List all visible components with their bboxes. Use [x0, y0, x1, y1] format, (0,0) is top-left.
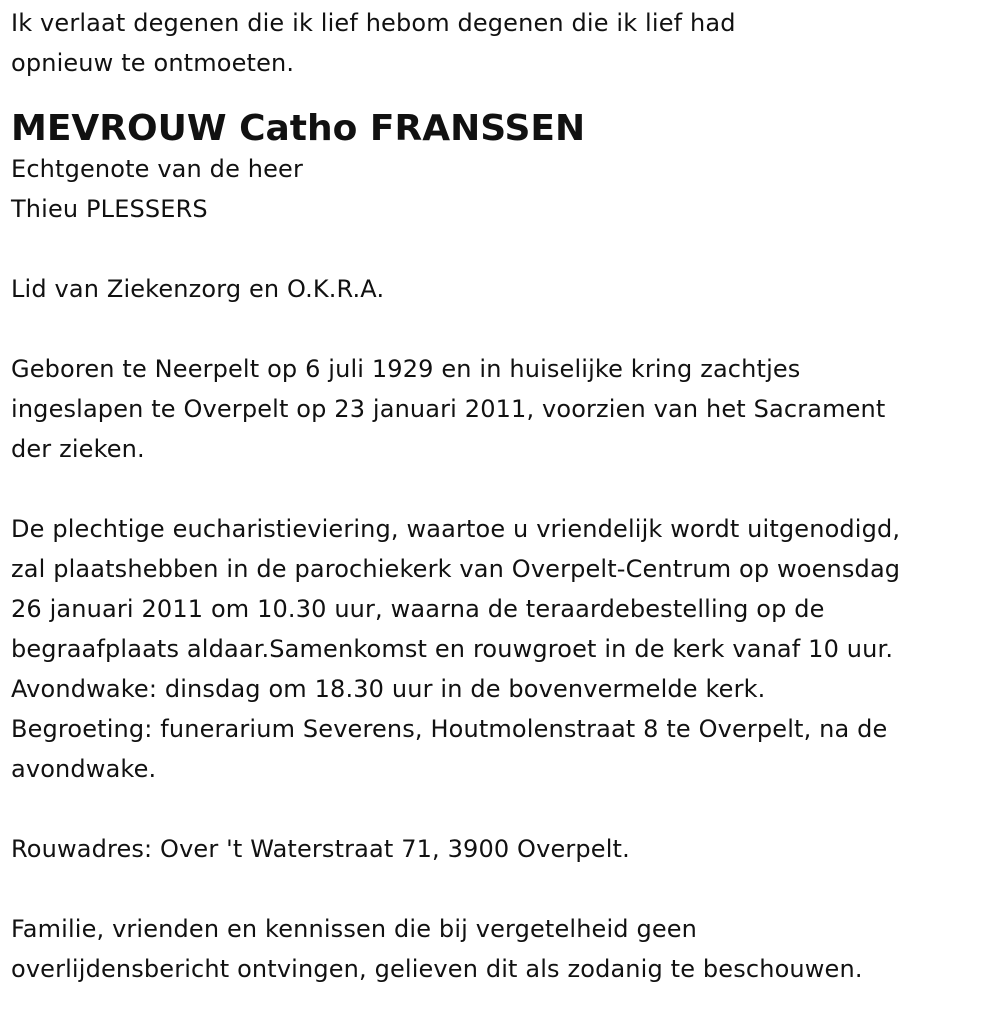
- spouse-line-2: Thieu PLESSERS: [11, 195, 208, 223]
- ceremony-block: [11, 509, 989, 789]
- ceremony-line-2: zal plaatshebben in de parochiekerk van Overpelt-Centrum op woensdag: [11, 555, 901, 583]
- ceremony-line-6: Begroeting: funerarium Severens, Houtmolenstraat 8 te Overpelt, na de: [11, 715, 888, 743]
- intro-quote: [11, 3, 989, 83]
- deceased-name: MEVROUW Catho FRANSSEN: [11, 108, 586, 149]
- intro-line-1: Ik verlaat degenen die ik lief hebom degenen die ik lief had: [11, 9, 736, 37]
- ceremony-line-4: begraafplaats aldaar.Samenkomst en rouwgroet in de kerk vanaf 10 uur.: [11, 635, 894, 663]
- membership-text: Lid van Ziekenzorg en O.K.R.A.: [11, 275, 385, 303]
- ceremony-line-1: De plechtige eucharistieviering, waartoe u vriendelijk wordt uitgenodigd,: [11, 515, 901, 543]
- ceremony-line-5: Avondwake: dinsdag om 18.30 uur in de bovenvermelde kerk.: [11, 675, 766, 703]
- birth-death-line-2: ingeslapen te Overpelt op 23 januari 2011, voorzien van het Sacrament: [11, 395, 886, 423]
- intro-line-2: opnieuw te ontmoeten.: [11, 49, 295, 77]
- membership-block: [11, 269, 989, 309]
- closing-line-2: overlijdensbericht ontvingen, gelieven dit als zodanig te beschouwen.: [11, 955, 863, 983]
- deceased-block: [11, 109, 989, 229]
- ceremony-line-3: 26 januari 2011 om 10.30 uur, waarna de teraardebestelling op de: [11, 595, 825, 623]
- closing-line-1: Familie, vrienden en kennissen die bij vergetelheid geen: [11, 915, 698, 943]
- birth-death-block: [11, 349, 989, 469]
- mourning-address: Rouwadres: Over 't Waterstraat 71, 3900 Overpelt.: [11, 835, 630, 863]
- spouse-line-1: Echtgenote van de heer: [11, 155, 303, 183]
- ceremony-line-7: avondwake.: [11, 755, 157, 783]
- address-block: [11, 829, 989, 869]
- closing-block: [11, 909, 989, 989]
- birth-death-line-1: Geboren te Neerpelt op 6 juli 1929 en in huiselijke kring zachtjes: [11, 355, 801, 383]
- birth-death-line-3: der zieken.: [11, 435, 145, 463]
